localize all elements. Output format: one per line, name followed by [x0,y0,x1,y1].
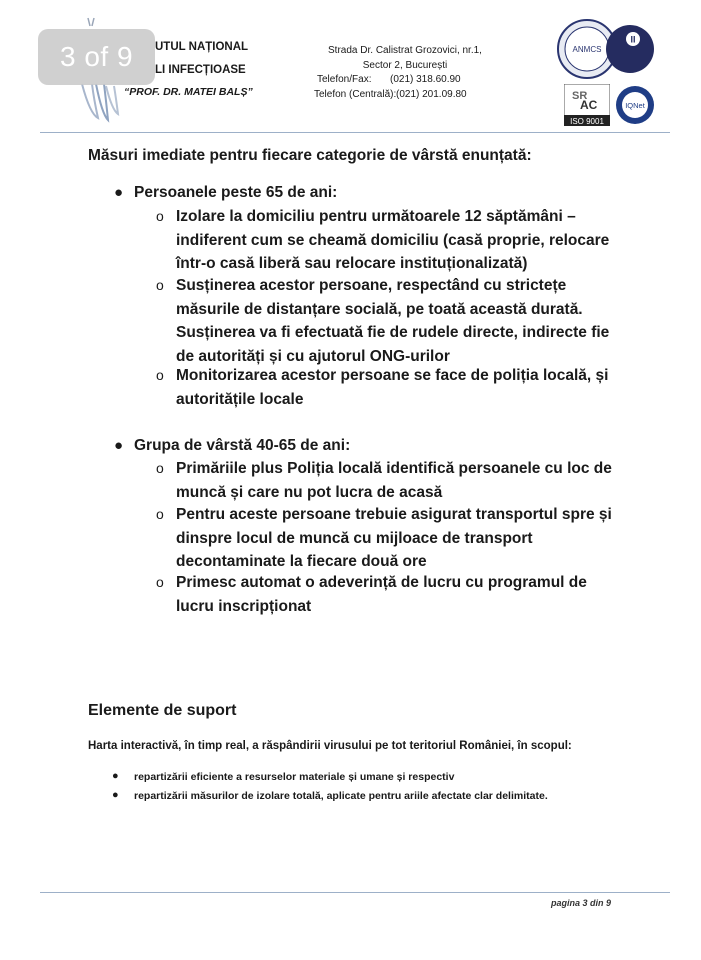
srac-ac: AC [580,98,598,112]
footer-divider [40,892,670,893]
iqnet-logo [614,84,656,126]
phone-central-row [300,88,510,103]
section2-title: Elemente de suport [88,702,237,719]
bullet-text: repartizării eficiente a resurselor materiale și umane și respectiv [134,771,455,783]
address-city: Sector 2, București [362,59,448,71]
list-item [156,503,626,574]
group-40-65-label: Grupa de vârstă 40-65 de ani: [134,437,351,454]
section2-intro-rest: , în timp real, a răspândirii virusului pe tot teritoriul României, în scopul: [178,740,572,752]
line: decontaminate la fiecare două ore [176,553,427,570]
line: Izolare la domiciliu pentru următoarele 12 săptămâni – [176,208,576,225]
group-40-65 [114,434,351,457]
line: Primesc automat o adeverință de lucru cu programul de [176,574,587,591]
circle-bullet-icon: o [156,277,164,293]
anmcs-certification-logo [556,18,656,80]
line: indiferent cum se cheamă domiciliu (casă proprie, relocare [176,231,610,249]
phone-fax-value: (021) 318.60.90 [390,74,461,85]
footer-total-pages: 9 [606,898,612,908]
line: muncă și care nu pot lucra de acasă [176,483,443,501]
section2-intro [88,740,572,752]
institute-address [300,44,510,102]
circle-bullet-icon: o [156,460,164,476]
group-65plus-label: Persoanele peste 65 de ani: [134,184,338,201]
line: într-o casă liberă sau relocare instituționalizată) [176,255,528,272]
footer-current-page: 3 [582,898,588,908]
footer-middle: din [587,898,607,908]
line: Susținerea va fi efectuată fie de rudele directe, indirecte fie [176,324,610,341]
line: Susținerea acestor persoane, respectând cu strictețe [176,277,567,294]
bullet-icon: ● [112,770,119,782]
section1-title: Măsuri imediate pentru fiecare categorie de vârstă enunțată: [88,147,532,164]
circle-bullet-icon: o [156,506,164,522]
page-indicator-badge: 3 of 9 [38,29,155,85]
bullet-text: repartizării măsurilor de izolare totală, aplicate pentru ariile afectate clar delimitate. [134,790,548,802]
list-item [156,205,626,276]
circle-bullet-icon: o [156,574,164,590]
group-65plus [114,181,338,204]
phone-fax-label: Telefon/Fax: [317,74,372,85]
list-item [156,457,626,504]
institute-name-line2: LI INFECȚIOASE [155,64,246,76]
iso-label: ISO 9001 [570,117,604,126]
accreditation-level: II [630,34,636,45]
section2-intro-bold: Harta interactivă [88,740,179,752]
line: măsurile de distanțare socială, pe toată această durată. [176,300,583,318]
srac-iso-logo [564,84,610,126]
page-number-footer [551,898,611,908]
address-street: Strada Dr. Calistrat Grozovici, nr.1, [328,45,482,56]
anmcs-label: ANMCS [572,45,602,54]
line: de autorități și cu ajutorul ONG-urilor [176,347,450,365]
iqnet-label: IQNet [625,101,645,110]
line: dinspre locul de muncă cu mijloace de transport [176,529,533,547]
line: lucru inscripționat [176,597,312,615]
institute-name-line3: “PROF. DR. MATEI BALȘ” [124,86,253,98]
phone-central-value: (021) 201.09.80 [396,88,467,100]
list-item [156,571,626,618]
line: Primăriile plus Poliția locală identifică persoanele cu loc de [176,460,612,477]
circle-bullet-icon: o [156,367,164,383]
bullet-icon: ● [112,789,119,801]
list-item [112,789,548,802]
phone-fax-row [300,73,510,88]
bullet-icon: ● [114,437,124,454]
list-item [156,274,626,368]
list-item [112,770,455,783]
institute-name-line1: UTUL NAȚIONAL [155,41,249,53]
line: autoritățile locale [176,390,304,408]
list-item [156,364,626,411]
phone-central-label: Telefon (Centrală): [314,88,397,100]
bullet-icon: ● [114,184,124,201]
footer-prefix: pagina [551,898,583,908]
srac-sr: SR [572,90,588,102]
header-divider [40,132,670,133]
circle-bullet-icon: o [156,208,164,224]
line: Monitorizarea acestor persoane se face de poliția locală, și [176,367,609,384]
line: Pentru aceste persoane trebuie asigurat transportul spre și [176,506,612,523]
